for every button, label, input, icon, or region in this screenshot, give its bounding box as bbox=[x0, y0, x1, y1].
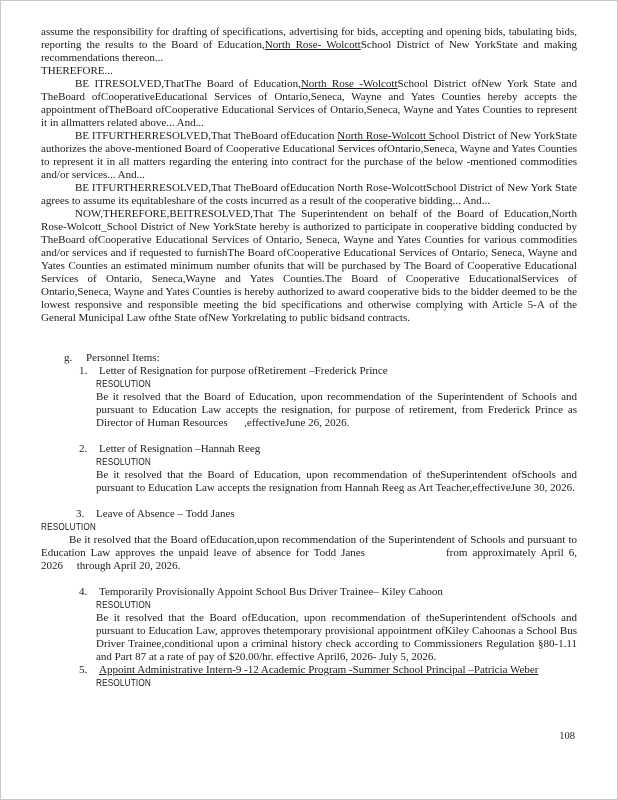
underlined-district-name: North Rose -Wolcott bbox=[300, 78, 398, 90]
intro-paragraph-2 bbox=[41, 78, 577, 130]
item-number: 5. bbox=[79, 664, 88, 676]
personnel-item-3 bbox=[41, 508, 577, 573]
item-number: 3. bbox=[76, 508, 85, 520]
document-content bbox=[1, 1, 617, 690]
item-number: 4. bbox=[79, 586, 88, 598]
resolution-label: RESOLUTION bbox=[96, 457, 151, 468]
paragraph-text: assume the responsibility for drafting of specifications, advertising for bids, accepting and opening bids, tabulating bids, reporting the results to the Board of Education, bbox=[41, 26, 577, 51]
intro-paragraph-3 bbox=[41, 130, 577, 182]
paragraph-text: School District ofNew York State and TheBoard ofCooperativeEducational Services of Ontario,Seneca, Wayne and Yates Counties hereby accepts the appointment ofTheBoard ofCooperative Educational Services of Ontario,Seneca, Wayne and Yates Counties to represent it in allmatters related above... And... bbox=[41, 78, 577, 129]
personnel-item-5 bbox=[41, 664, 577, 690]
therefore-line: THEREFORE... bbox=[41, 65, 113, 77]
item-heading bbox=[76, 508, 577, 521]
personnel-heading-row bbox=[64, 352, 577, 365]
paragraph-text: BE ITFURTHERRESOLVED,That TheBoard ofEducation bbox=[75, 130, 338, 142]
item-number: 1. bbox=[79, 365, 88, 377]
item-heading bbox=[79, 443, 577, 456]
resolution-body: Be it resolved that the Board of Education, upon recommendation of theSuperintendent ofSchools and pursuant to Education Law accepts the resignation from Hannah Reeg as Art Teacher,effectiveJune 30, 2026. bbox=[96, 469, 577, 494]
resolution-label: RESOLUTION bbox=[96, 678, 151, 689]
paragraph-text: BE ITRESOLVED,ThatThe Board of Education, bbox=[75, 78, 301, 90]
item-title: Temporarily Provisionally Appoint School Bus Driver Trainee– Kiley Cahoon bbox=[99, 586, 443, 598]
resolution-body: Be it resolved that the Board ofEducation,upon recommendation of the Superintendent of Schools and pursuant to Education Law approves the unpaid leave of absence for Todd Janes from approximately April 6, 2026 through April 20, 2026. bbox=[41, 534, 577, 572]
item-title: Letter of Resignation –Hannah Reeg bbox=[99, 443, 261, 455]
personnel-item-2 bbox=[41, 443, 577, 495]
page-number: 108 bbox=[559, 731, 575, 742]
personnel-item-1 bbox=[41, 365, 577, 430]
item-content bbox=[96, 677, 577, 690]
item-content bbox=[96, 378, 577, 430]
item-number: 2. bbox=[79, 443, 88, 455]
item-heading bbox=[79, 664, 577, 677]
resolution-body: Be it resolved that the Board ofEducation, upon recommendation of theSuperintendent ofSchools and pursuant to Education Law, approves thetemporary provisional appointment ofKiley Cahoonas a School Bus Driver Trainee,conditional upon a criminal history check according to Commissioners Regulation §80-1.11 and Part 87 at a rate of pay of $20.00/hr. effective April6, 2026- July 5, 2026. bbox=[96, 612, 577, 663]
item-content bbox=[41, 521, 577, 573]
item-content bbox=[96, 599, 577, 664]
resolution-label: RESOLUTION bbox=[41, 522, 96, 533]
item-title: Leave of Absence – Todd Janes bbox=[96, 508, 235, 520]
underlined-district-name: North Rose- Wolcott bbox=[264, 39, 361, 51]
item-title-underlined: Appoint Administrative Intern-9 -12 Academic Program -Summer School Principal –Patricia Weber bbox=[99, 664, 539, 676]
personnel-heading: Personnel Items: bbox=[86, 352, 160, 364]
personnel-section-letter: g. bbox=[64, 352, 73, 364]
resolution-label: RESOLUTION bbox=[96, 600, 151, 611]
intro-paragraph-5: NOW,THEREFORE,BEITRESOLVED,That The Superintendent on behalf of the Board of Education,North Rose-Wolcott_School District of New YorkState hereby is authorized to participate in cooperative bidding conducted by TheBoard ofCooperative Educational Services of Ontario, Seneca, Wayne and Yates Counties for various commodities and/or services and if requested to furnishThe Board ofCooperative Educational Services of Ontario, Seneca, Wayne and Yates Counties an estimated minimum number ofunits that will be purchased by The Board of Cooperative Educational Services of Ontario, Seneca,Wayne and Yates Counties.The Board of Cooperative EducationalServices of Ontario,Seneca, Wayne and Yates Counties is hereby authorized to award cooperative bids to the bidder deemed to be the lowest responsive and responsible meeting the bid specifications and otherwise complying with Article 5-A of the General Municipal Law ofthe State ofNew Yorkrelating to public bidsand contracts. bbox=[41, 208, 577, 324]
personnel-item-4 bbox=[41, 586, 577, 664]
item-heading bbox=[79, 586, 577, 599]
item-heading bbox=[79, 365, 577, 378]
paragraph-text: chool District of New YorkState authorizes the above-mentioned Board of Cooperative Educational Services ofOntario,Seneca, Wayne and Yates Counties to represent it in all matters regarding the entering into contract for the purchase of the below -mentioned commodities and/or services... And... bbox=[41, 130, 577, 181]
intro-paragraph-1 bbox=[41, 26, 577, 65]
resolution-body: Be it resolved that the Board of Education, upon recommendation of the Superintendent of Schools and pursuant to Education Law accepts the resignation, for purpose of retirement, from Frederick Prince as Director of Human Resources ,effectiveJune 26, 2026. bbox=[96, 391, 577, 429]
underlined-district-name: North Rose-Wolcott S bbox=[337, 130, 436, 142]
item-content bbox=[96, 456, 577, 495]
intro-paragraph-4: BE ITFURTHERRESOLVED,That TheBoard ofEducation North Rose-WolcottSchool District of New York State agrees to assume its equitableshare of the costs incurred as a result of the cooperative bidding... And... bbox=[41, 182, 577, 207]
resolution-label: RESOLUTION bbox=[96, 379, 151, 390]
item-title: Letter of Resignation for purpose ofRetirement –Frederick Prince bbox=[99, 365, 388, 377]
paragraph-text: School District of New YorkState and making recommendations thereon... bbox=[41, 39, 577, 64]
personnel-section bbox=[41, 352, 577, 690]
